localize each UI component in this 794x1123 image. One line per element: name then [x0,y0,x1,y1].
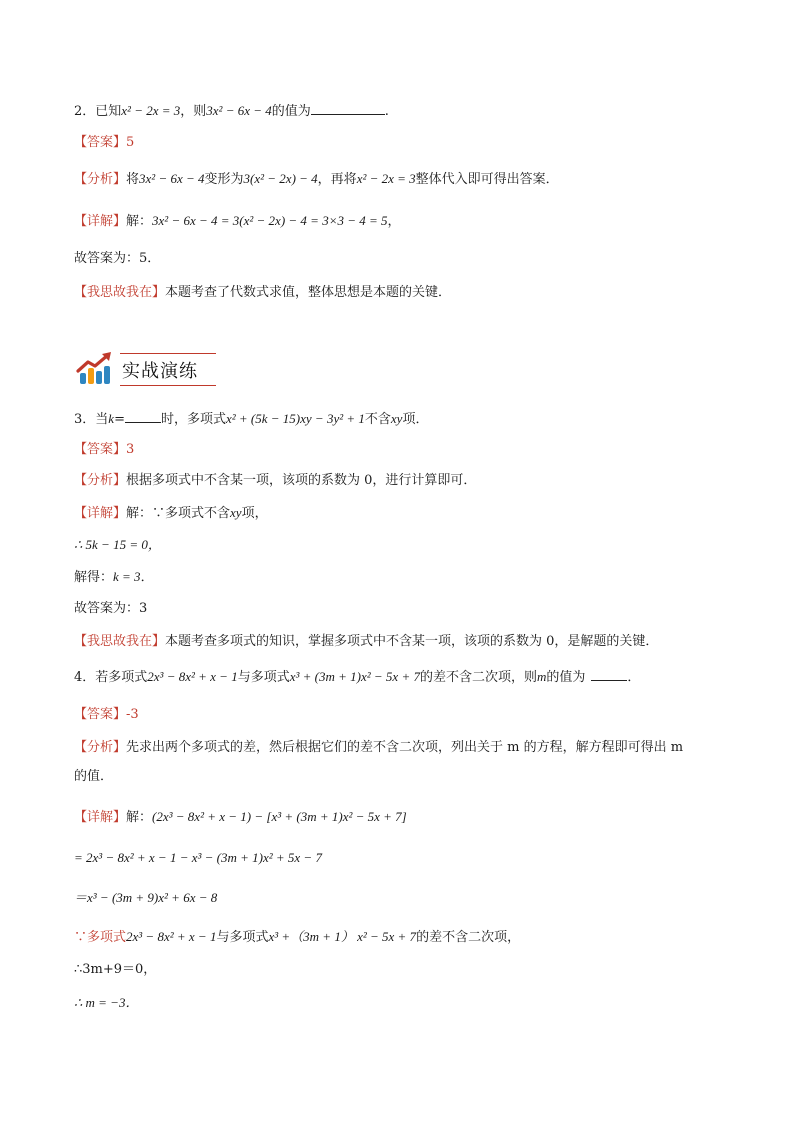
section-title: 实战演练 [122,361,198,382]
banner-top-rule [120,353,216,354]
q4-therefore-2: ∴ m = −3． [74,995,139,1010]
q3-reflection [74,632,658,652]
q3-stem-text-1: 3．当 [74,412,109,427]
answer-tag: 【答案】 [74,442,127,457]
q4-because-text-1: ∵多项式 [74,930,127,945]
q2-detail-text: 解： [126,214,153,229]
q3-detail [74,503,268,524]
q4-stem-text-3: 的差不含二次项，则 [419,670,537,685]
detail-tag: 【详解】 [74,810,127,825]
q3-conclusion: 故答案为：3 [74,601,148,616]
q2-prefix: 2．已知 [74,104,122,119]
reflect-tag: 【我思故我在】 [74,634,166,649]
q4-analysis [74,738,683,758]
q4-variable-m: m [537,669,547,684]
q3-answer-value: 3 [126,442,135,457]
analysis-tag: 【分析】 [74,172,127,187]
q4-stem-text-1: 4．若多项式 [74,670,148,685]
q3-stem [74,409,428,430]
q4-answer-blank [591,668,627,681]
q4-therefore-1: ∴3m+9＝0， [74,962,157,977]
q4-stem [74,667,640,688]
q3-answer-blank [125,410,161,423]
q3-variable-k: k [108,411,115,426]
q4-analysis-line-2: 的值． [74,769,114,784]
chart-growth-icon [76,351,116,387]
q2-analysis-expr-2: 3(x² − 2x) − 4 [243,171,318,186]
q4-because-text-3: 的差不含二次项， [416,930,521,945]
q3-term-xy: xy [390,411,403,426]
q3-step2-result: k = 3 [113,569,141,584]
q2-conclusion: 故答案为：5． [74,251,161,266]
q2-analysis-text-1: 将 [126,172,140,187]
q4-polynomial-1: 2x³ − 8x² + x − 1 [147,669,238,684]
q4-stem-text-4: 的值为 [546,670,586,685]
detail-tag: 【详解】 [74,506,127,521]
q4-step-1: = 2x³ − 8x² + x − 1 − x³ − (3m + 1)x² + 5x − 7 [74,850,322,865]
q2-detail-end: ， [387,214,401,229]
q4-because-expr-2: x³ +（3m + 1） x² − 5x + 7 [268,929,417,944]
q2-analysis-expr-1: 3x² − 6x − 4 [139,171,205,186]
q3-step-1: ∴ 5k − 15 = 0， [74,537,161,552]
q3-analysis [74,471,476,491]
q2-condition: x² − 2x = 3 [121,103,181,118]
q3-step-2 [74,567,154,588]
q2-reflection [74,283,451,303]
q3-answer [74,440,134,460]
q4-because-expr-1: 2x³ − 8x² + x − 1 [126,929,217,944]
q2-analysis-text-4: 整体代入即可得出答案． [415,172,559,187]
analysis-tag: 【分析】 [74,740,127,755]
q3-step2-end: ． [140,570,154,585]
q2-end: . [384,104,389,119]
q4-detail-expr: (2x³ − 8x² + x − 1) − [x³ + (3m + 1)x² − 5x + 7] [152,809,407,824]
q2-answer-blank [311,102,385,115]
q3-detail-xy: xy [230,505,242,520]
q3-step2-label: 解得： [74,570,114,585]
q2-analysis-expr-3: x² − 2x = 3 [356,171,416,186]
q3-reflect-text: 本题考查多项式的知识，掌握多项式中不含某一项，该项的系数为 0，是解题的关键． [165,634,659,649]
reflect-tag: 【我思故我在】 [74,285,166,300]
q2-detail-expr: 3x² − 6x − 4 = 3(x² − 2x) − 4 = 3×3 − 4 = 5 [152,213,388,228]
q3-equals: = [114,412,125,427]
q2-stem [74,101,389,122]
q3-detail-text-2: 项， [241,506,268,521]
q4-stem-text-2: 与多项式 [237,670,290,685]
detail-tag: 【详解】 [74,214,127,229]
q2-expression: 3x² − 6x − 4 [206,103,272,118]
analysis-tag: 【分析】 [74,473,127,488]
q3-polynomial: x² + (5k − 15)xy − 3y² + 1 [225,411,365,426]
banner-bottom-rule [120,385,216,386]
q2-mid: ，则 [180,104,207,119]
q3-stem-text-3: 不含 [364,412,391,427]
q4-because-text-2: 与多项式 [216,930,269,945]
q3-stem-text-4: 项． [402,412,429,427]
section-banner [76,351,216,389]
q2-answer-value: 5 [126,135,135,150]
q3-analysis-text: 根据多项式中不含某一项，该项的系数为 0，进行计算即可． [126,473,477,488]
answer-tag: 【答案】 [74,135,127,150]
q2-analysis [74,169,559,190]
q4-stem-end: ． [627,670,641,685]
q4-answer-value: -3 [126,707,139,722]
q4-detail [74,807,407,828]
q4-answer [74,705,139,725]
q2-suffix: 的值为 [271,104,311,119]
q4-because [74,927,520,948]
q2-analysis-text-3: ，再将 [317,172,357,187]
q2-answer [74,133,134,153]
q3-stem-text-2: 时，多项式 [160,412,226,427]
q4-polynomial-2: x³ + (3m + 1)x² − 5x + 7 [289,669,420,684]
q2-analysis-text-2: 变形为 [204,172,244,187]
q4-step-2: ＝x³ − (3m + 9)x² + 6x − 8 [74,890,218,905]
q2-reflect-text: 本题考查了代数式求值，整体思想是本题的关键． [165,285,452,300]
q4-analysis-line-1: 先求出两个多项式的差，然后根据它们的差不含二次项，列出关于 m 的方程，解方程即可得出 m [126,740,684,755]
q2-detail [74,211,401,232]
answer-tag: 【答案】 [74,707,127,722]
q4-detail-text: 解： [126,810,153,825]
q3-detail-text-1: 解：∵多项式不含 [126,506,231,521]
